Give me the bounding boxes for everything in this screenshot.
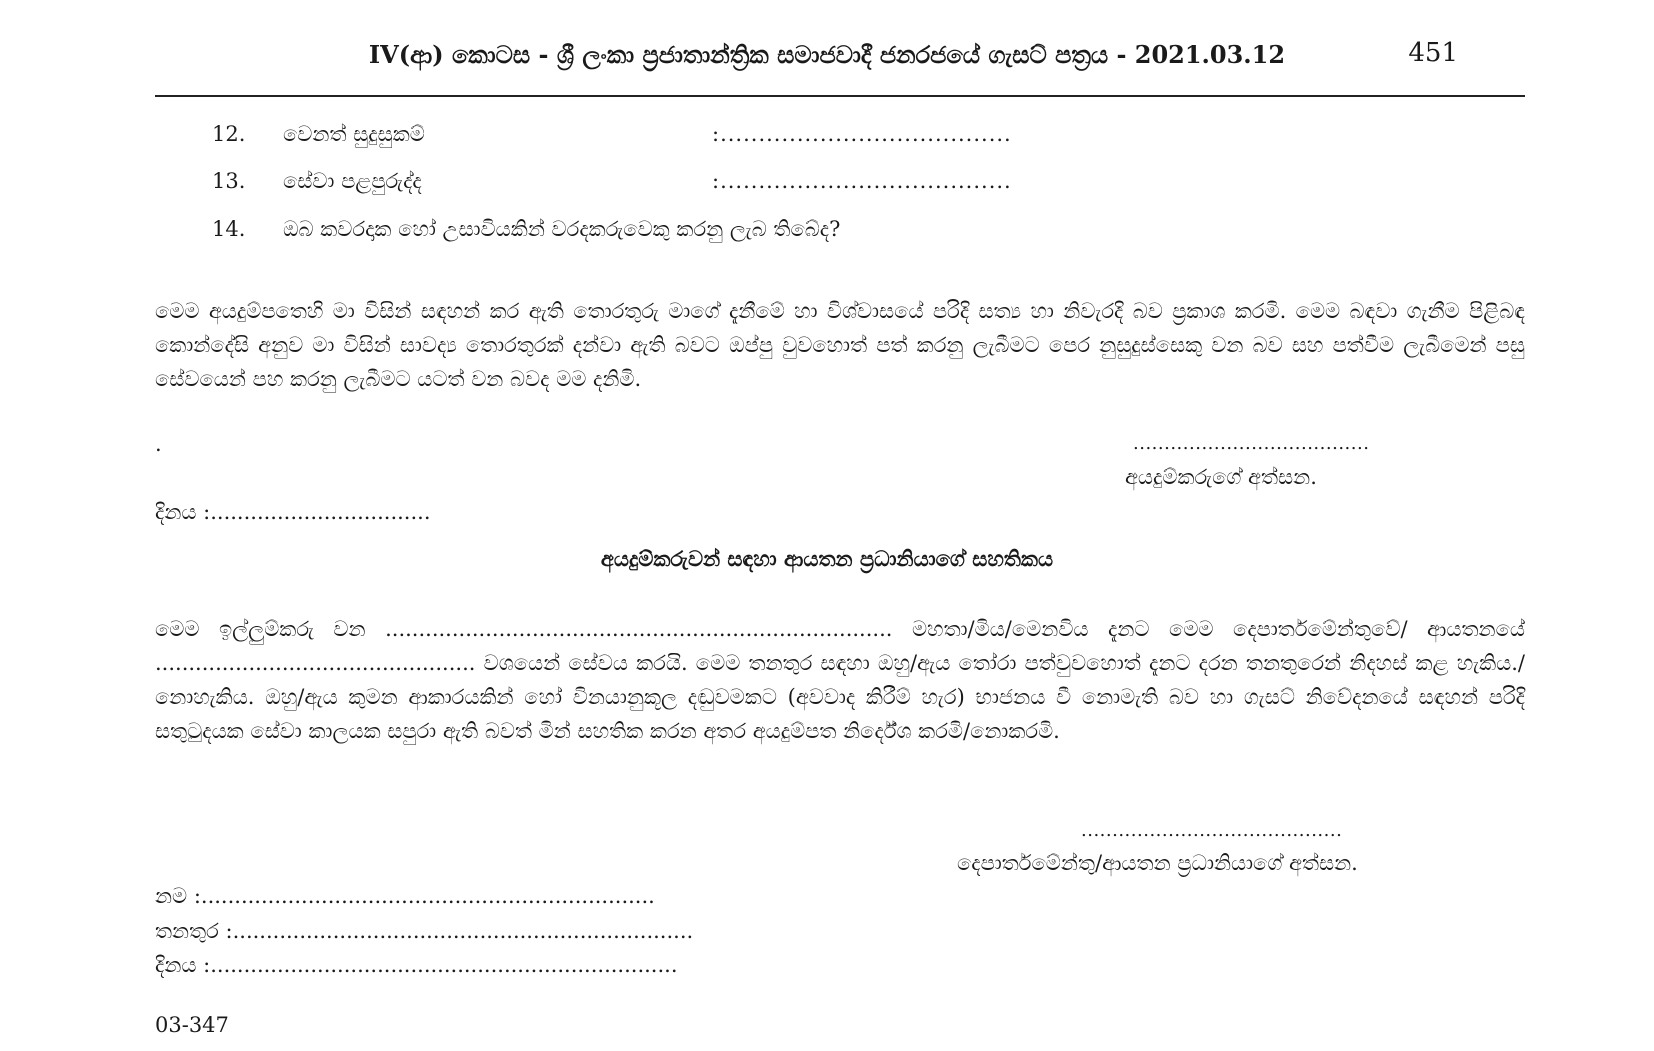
dot-mark: . (155, 432, 162, 456)
item-number: 14. (212, 217, 246, 241)
applicant-declaration: මෙම අයදුම්පතෙහි මා විසින් සඳහන් කර ඇති තොරතුරු මාගේ දැනීමේ හා විශ්වාසයේ පරිදි සත්‍ය හා නිවැරදි බව ප්‍රකාශ කරමි. මෙම බඳවා ගැනීම පිළිබඳ කොන්දේසි අනුව මා විසින් සාවද්‍ය තොරතුරක් දන්වා ඇති බවට ඔප්පු වුවහොත් පත් කරනු ලැබීමට පෙර නුසුදුස්සෙකු වන බව සහ පත්වීම ලැබීමෙන් පසු සේවයෙන් පහ කරනු ලැබීමට යටත් වන බවද මම දනිමි. (155, 299, 1525, 391)
certificate-date-field: දිනය :...................................................................... (155, 953, 678, 977)
date-field: දිනය :................................. (155, 500, 431, 524)
page-number: 451 (1408, 38, 1458, 68)
gazette-header-title: IV(ආ) කොටස - ශ්‍රී ලංකා ප්‍රජාතාන්ත්‍රික සමාජවාදී ජනරජයේ ගැසට් පත්‍රය - 2021.03.12 (368, 40, 1286, 69)
certificate-paragraph: මෙම ඉල්ලුම්කරු වන ............................................................................ මහතා/මිය/මෙනවිය දැනට මෙම දෙපාර්තමේන්තුවේ/ ආයතනයේ ................................................ වශයෙන් සේවය කරයි. මෙම තනතුර සඳහා ඔහු/ඇය තෝරා පත්වුවහොත් දැනට දරන තනතුරෙන් නිදහස් කළ හැකිය./නොහැකිය. ඔහු/ඇය කුමන ආකාරයකින් හෝ විනයානුකූල දඬුවමකට (අවවාද කිරීම් හැර) භාජනය වී නොමැති බව හා ගැසට් නිවේදනයේ සඳහන් පරිදි සතුටුදයක සේවා කාලයක සපුරා ඇති බවත් මින් සහතික කරන අතර අයදුම්පත නිර්දේශ කරමි/නොකරමි. (155, 617, 1525, 743)
applicant-signature-caption: අයදුම්කරුගේ අත්සන. (1125, 465, 1317, 489)
header-divider (155, 95, 1525, 97)
item-number: 13. (212, 169, 246, 193)
item-label: වෙනත් සුදුසුකම් (283, 122, 425, 146)
item-number: 12. (212, 122, 246, 146)
name-field: නම :.................................................................... (155, 884, 655, 908)
head-signature-line: .......................................... (1081, 820, 1343, 841)
item-fill-line: :...................................... (712, 122, 1012, 146)
item-label: සේවා පළපුරුද්ද (283, 169, 422, 193)
certificate-title: අයදුම්කරුවන් සඳහා ආයතන ප්‍රධානියාගේ සහතිකය (600, 546, 1054, 571)
item-fill-line: :...................................... (712, 169, 1012, 193)
head-signature-caption: දෙපාර්තමේන්තු/ආයතන ප්‍රධානියාගේ අත්සන. (957, 851, 1358, 875)
position-field: තනතුර :..................................................................... (155, 919, 694, 943)
document-code: 03-347 (155, 1013, 229, 1037)
item-question: ඔබ කවරදාක හෝ උසාවියකින් වරදකරුවෙකු කරනු ලැබ තිබේද? (283, 217, 841, 241)
applicant-signature-line: ...................................... (1133, 433, 1370, 454)
